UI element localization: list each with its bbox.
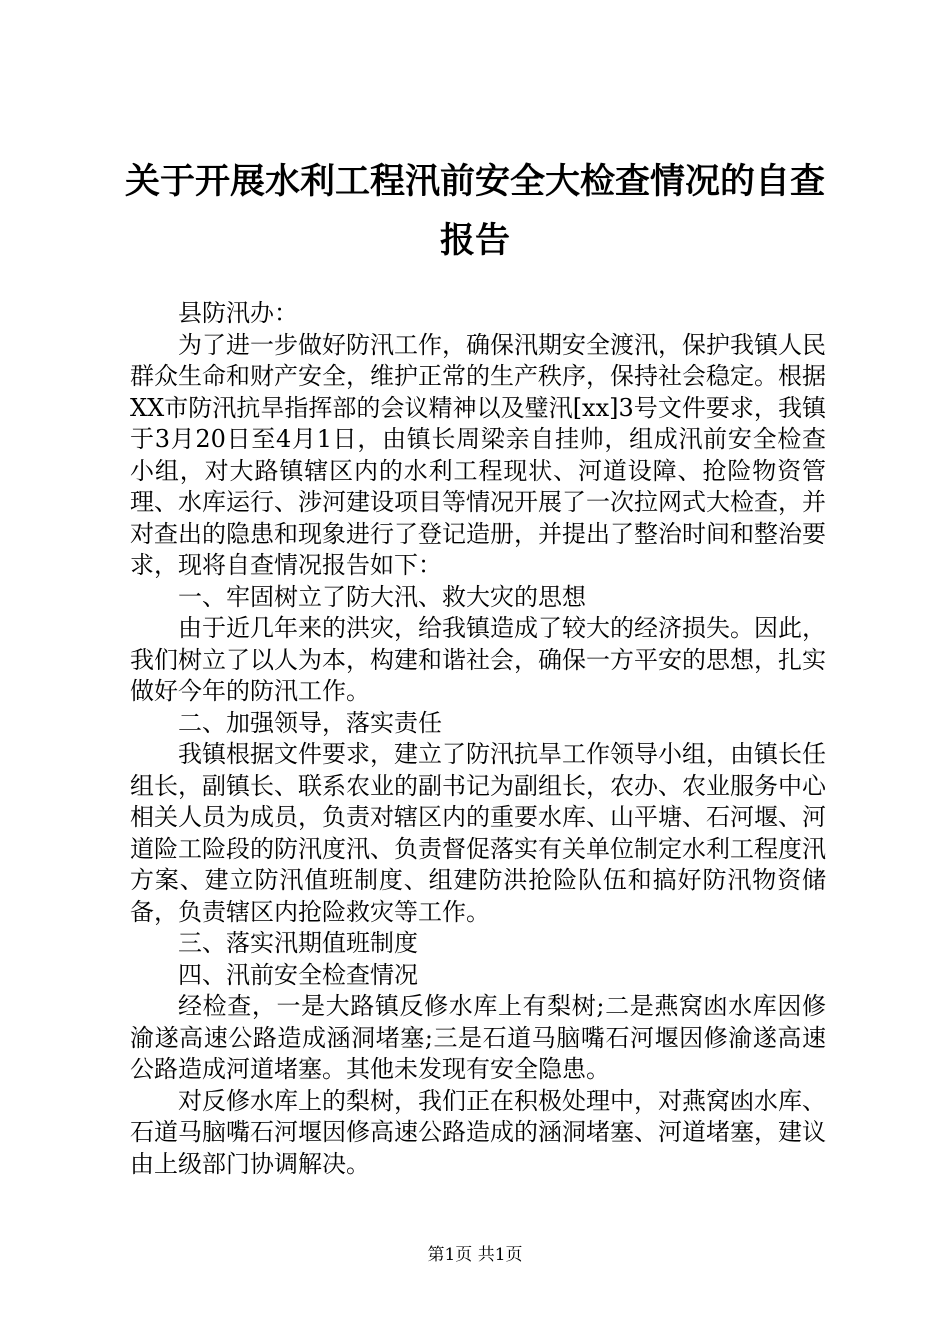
page-footer: 第1页 共1页 (427, 1245, 523, 1265)
section-1-paragraph: 由于近几年来的洪灾，给我镇造成了较大的经济损失。因此，我们树立了以人为本，构建和谐社会，确保一方平安的思想，扎实做好今年的防汛工作。 (130, 614, 826, 705)
intro-paragraph: 为了进一步做好防汛工作，确保汛期安全渡汛，保护我镇人民群众生命和财产安全，维护正常的生产秩序，保持社会稳定。根据XX市防汛抗旱指挥部的会议精神以及璧汛[xx]3号文件要求，我镇于3月20日至4月1日，由镇长周梁亲自挂帅，组成汛前安全检查小组，对大路镇辖区内的水利工程现状、河道设障、抢险物资管理、水库运行、涉河建设项目等情况开展了一次拉网式大检查，并对查出的隐患和现象进行了登记造册，并提出了整治时间和整治要求，现将自查情况报告如下： (130, 330, 826, 579)
closing-paragraph: 对反修水库上的梨树，我们正在积极处理中，对燕窝凼水库、石道马脑嘴石河堰因修高速公路造成的涵洞堵塞、河道堵塞，建议由上级部门协调解决。 (130, 1086, 826, 1178)
section-2-paragraph: 我镇根据文件要求，建立了防汛抗旱工作领导小组，由镇长任组长，副镇长、联系农业的副书记为副组长，农办、农业服务中心相关人员为成员，负责对辖区内的重要水库、山平塘、石河堰、河道险工险段的防汛度汛、负责督促落实有关单位制定水利工程度汛方案、建立防汛值班制度、组建防洪抢险队伍和搞好防汛物资储备，负责辖区内抢险救灾等工作。 (130, 740, 826, 926)
document-body (130, 298, 826, 1180)
document-title-line1: 关于开展水利工程汛前安全大检查情况的自查 (124, 162, 825, 202)
section-heading-1: 一、牢固树立了防大汛、救大灾的思想 (178, 582, 586, 611)
salutation: 县防汛办： (178, 299, 298, 327)
document-title-line2: 报告 (439, 221, 510, 261)
section-heading-4: 四、汛前安全检查情况 (178, 960, 418, 989)
section-heading-2: 二、加强领导，落实责任 (178, 708, 442, 737)
section-heading-3: 三、落实汛期值班制度 (178, 929, 418, 957)
section-4-paragraph: 经检查，一是大路镇反修水库上有梨树;二是燕窝凼水库因修渝遂高速公路造成涵洞堵塞;三是石道马脑嘴石河堰因修渝遂高速公路造成河道堵塞。其他未发现有安全隐患。 (130, 992, 826, 1083)
